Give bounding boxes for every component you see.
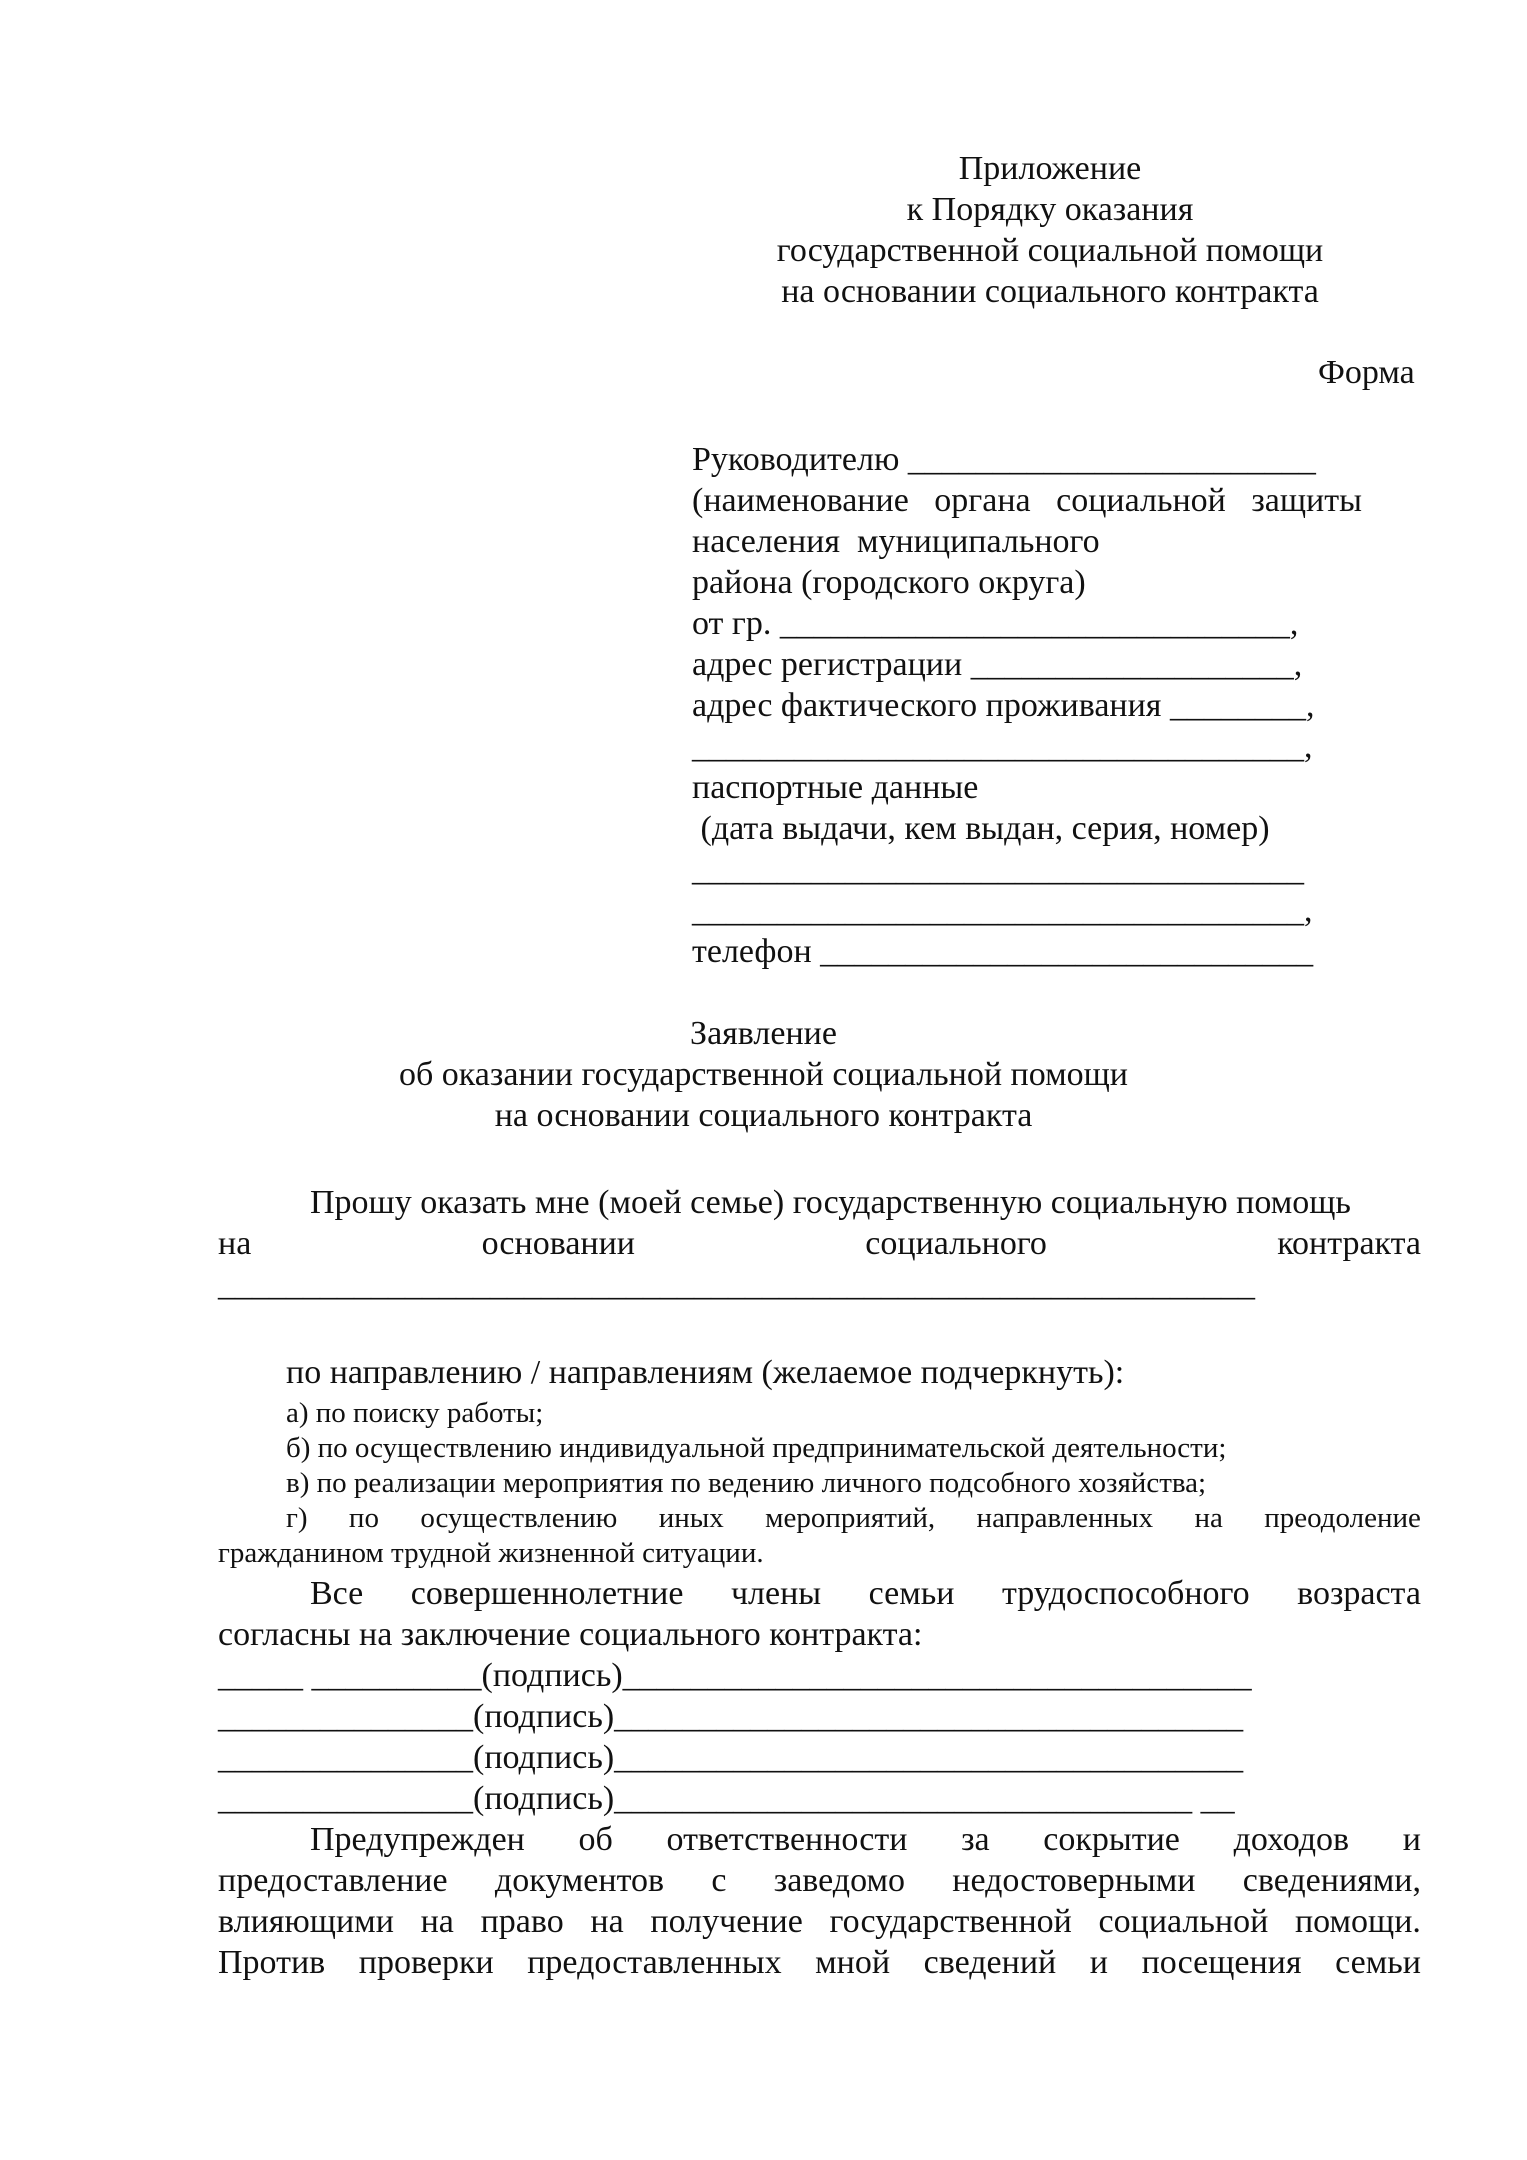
warning-word: влияющими: [218, 1903, 394, 1940]
consent-word: трудоспособного: [1001, 1575, 1250, 1612]
recipient-line-1: Руководителю ________________________: [692, 441, 1316, 478]
warning-word: сведений: [923, 1944, 1057, 1981]
warning-word: заведомо: [773, 1862, 905, 1899]
warning-word: посещения: [1141, 1944, 1302, 1981]
direction-g-word: направленных: [976, 1502, 1154, 1534]
signature-line-4: _______________(подпись)__________________________________ __: [218, 1780, 1235, 1817]
warning-word: на: [590, 1903, 624, 1940]
direction-g-word: иных: [658, 1502, 724, 1534]
consent-line: [310, 1577, 1421, 1611]
request-word: социального: [865, 1225, 1047, 1262]
request-word: основании: [481, 1225, 635, 1262]
direction-item-b: б) по осуществлению индивидуальной предпринимательской деятельности;: [286, 1432, 1227, 1464]
recipient-line-13: телефон _____________________________: [692, 933, 1314, 970]
warning-line-1: [310, 1823, 1421, 1857]
recipient-line-10: (дата выдачи, кем выдан, серия, номер): [692, 810, 1270, 847]
warning-word: сведениями,: [1242, 1862, 1421, 1899]
recipient-line-4: района (городского округа): [692, 564, 1086, 601]
signature-line-1: _____ __________(подпись)_____________________________________: [218, 1657, 1252, 1694]
appendix-line-1: Приложение: [958, 150, 1142, 187]
warning-word: право: [480, 1903, 564, 1940]
warning-word: за: [961, 1821, 990, 1858]
warning-word: доходов: [1233, 1821, 1350, 1858]
form-label: Форма: [1318, 354, 1415, 391]
warning-word: предоставление: [218, 1862, 448, 1899]
warning-word: предоставленных: [527, 1944, 782, 1981]
warning-word: Предупрежден: [310, 1821, 525, 1858]
direction-g-word: преодоление: [1264, 1502, 1421, 1534]
warning-word: государственной: [829, 1903, 1072, 1940]
request-blank-line: _____________________________________________________________: [218, 1266, 1255, 1303]
warning-word: Против: [218, 1944, 326, 1981]
consent-word: семьи: [868, 1575, 955, 1612]
recipient-line-9: паспортные данные: [692, 769, 979, 806]
recipient-line-6: адрес регистрации ___________________,: [692, 646, 1303, 683]
warning-word: помощи.: [1294, 1903, 1421, 1940]
request-word: на: [218, 1225, 252, 1262]
appendix-line-4: на основании социального контракта: [781, 273, 1319, 310]
warning-word: получение: [650, 1903, 803, 1940]
direction-item-g-cont: гражданином трудной жизненной ситуации.: [218, 1537, 764, 1569]
directions-label: по направлению / направлениям (желаемое подчеркнуть):: [286, 1354, 1125, 1391]
warning-word: сокрытие: [1043, 1821, 1180, 1858]
warning-word: ответственности: [666, 1821, 908, 1858]
consent-word: члены: [730, 1575, 822, 1612]
direction-g-word: на: [1194, 1502, 1223, 1534]
direction-g-word: мероприятий,: [765, 1502, 936, 1534]
warning-line-2: [218, 1864, 1421, 1898]
warning-line-3: [218, 1905, 1421, 1939]
warning-word: недостоверными: [952, 1862, 1196, 1899]
warning-word: об: [578, 1821, 613, 1858]
statement-subtitle-2: на основании социального контракта: [494, 1097, 1033, 1134]
request-word: контракта: [1277, 1225, 1421, 1262]
warning-word: проверки: [358, 1944, 494, 1981]
direction-g-word: осуществлению: [420, 1502, 618, 1534]
statement-subtitle-1: об оказании государственной социальной помощи: [399, 1056, 1128, 1093]
warning-word: на: [420, 1903, 454, 1940]
warning-word: семьи: [1335, 1944, 1421, 1981]
warning-word: и: [1402, 1821, 1421, 1858]
recipient-line-3: населения муниципального: [692, 523, 1100, 560]
warning-word: мной: [815, 1944, 891, 1981]
consent-line-cont: согласны на заключение социального контракта:: [218, 1616, 923, 1653]
consent-word: Все: [310, 1575, 364, 1612]
recipient-line-12: ____________________________________,: [692, 892, 1313, 929]
statement-title: Заявление: [690, 1015, 837, 1052]
warning-word: с: [711, 1862, 727, 1899]
direction-g-word: по: [348, 1502, 379, 1534]
warning-line-4: [218, 1946, 1421, 1980]
recipient-line-11: ____________________________________: [692, 851, 1304, 888]
direction-item-a: а) по поиску работы;: [286, 1397, 544, 1429]
recipient-line-5: от гр. ______________________________,: [692, 605, 1299, 642]
direction-g-word: г): [286, 1502, 308, 1534]
warning-word: и: [1089, 1944, 1108, 1981]
consent-word: возраста: [1297, 1575, 1421, 1612]
request-line: Прошу оказать мне (моей семье) государственную социальную помощь: [310, 1184, 1351, 1221]
signature-line-2: _______________(подпись)_____________________________________: [218, 1698, 1244, 1735]
recipient-line-2: (наименование органа социальной защиты: [692, 482, 1362, 519]
signature-line-3: _______________(подпись)_____________________________________: [218, 1739, 1244, 1776]
recipient-line-7: адрес фактического проживания ________,: [692, 687, 1315, 724]
warning-word: социальной: [1098, 1903, 1269, 1940]
recipient-line-8: ____________________________________,: [692, 728, 1313, 765]
direction-item-g: [286, 1504, 1421, 1533]
warning-word: документов: [494, 1862, 665, 1899]
direction-item-v: в) по реализации мероприятия по ведению личного подсобного хозяйства;: [286, 1467, 1207, 1499]
consent-word: совершеннолетние: [410, 1575, 684, 1612]
appendix-line-2: к Порядку оказания: [906, 191, 1194, 228]
request-words-line: [218, 1227, 1421, 1261]
appendix-line-3: государственной социальной помощи: [776, 232, 1324, 269]
